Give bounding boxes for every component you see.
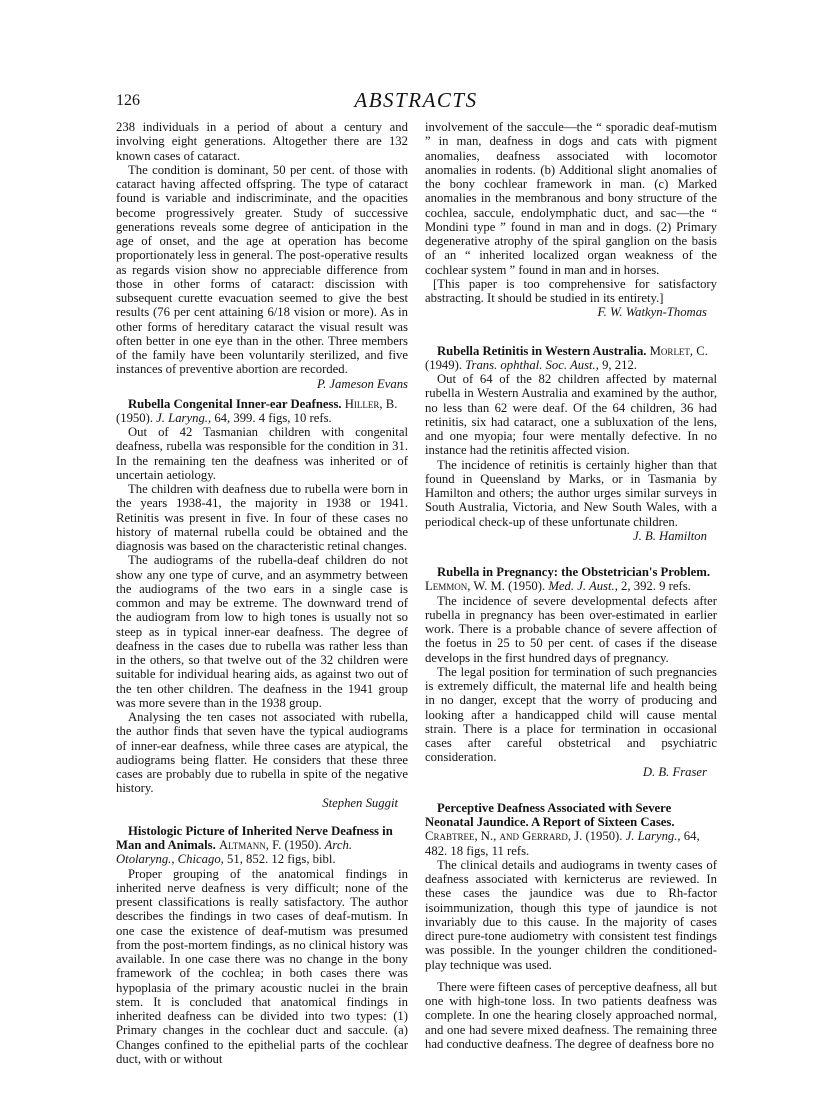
page-header [116, 88, 716, 114]
paragraph: Analysing the ten cases not associated with rubella, the author finds that seven have the typical audiograms of inner-ear deafness, while three cases are atypical, the audiograms being flatter. He considers that these three cases are probably due to rubella in spite of the negative history. [116, 710, 408, 796]
abstract-title [116, 397, 408, 426]
continued-abstract-inherited-nerve-deafness [425, 120, 717, 320]
paragraph: 238 individuals in a period of about a century and involving eight generations. Altogether there are 132 known cases of cataract. [116, 120, 408, 163]
article-citation: 2, 392. 9 refs. [621, 579, 691, 594]
article-title: Rubella Congenital Inner-ear Deafness. [128, 396, 342, 411]
article-author: Lemmon, W. M. [425, 579, 505, 594]
article-author: Hiller, B. [344, 396, 398, 411]
article-title: Perceptive Deafness Associated with Severe Neonatal Jaundice. A Report of Sixteen Cases. [425, 800, 675, 829]
article-title: Histologic Picture of Inherited Nerve Deafness in Man and Animals. [116, 823, 393, 852]
paragraph: The condition is dominant, 50 per cent. of those with cataract having affected offspring. The type of cataract found is variable and indiscriminate, and the opacities become progressively greater. Study of successive generations reveals some degree of anticipation in the age of onset, and the age at operation has become proportionately less in general. The post-operative results as regards vision show no appreciable difference from those in other forms of cataract: discission with subsequent curette evacuation seemed to give the best results (76 per cent attaining 6/18 vision or more). As in other forms of hereditary cataract the visual result was often better in one eye than in the other. Three members of the family have been voluntarily sterilized, and five instances of preventive abortion are recorded. P. Jameson Evans [116, 162, 408, 391]
signature: F. W. Watkyn-Thomas [597, 305, 707, 320]
continued-abstract-cataract [116, 120, 408, 391]
article-citation: 64, 482. 18 figs, 11 refs. [425, 829, 700, 858]
article-journal: J. Laryng., [625, 829, 681, 844]
article-journal: Med. J. Aust., [548, 579, 618, 594]
abstract-rubella-inner-ear-deafness [116, 397, 408, 810]
article-journal: J. Laryng., [156, 410, 212, 425]
paragraph: There were fifteen cases of perceptive deafness, all but one with high-tone loss. In two patients deafness was complete. In one the hearing closely approached normal, and one had severe mixed deafness. The remaining three had conductive deafness. The degree of deafness bore no [425, 979, 717, 1051]
article-citation: 9, 212. [602, 357, 637, 372]
article-title: Rubella Retinitis in Western Australia. [437, 343, 647, 358]
abstract-title [425, 565, 717, 594]
signature: J. B. Hamilton [632, 528, 707, 543]
article-year: (1950). [284, 838, 322, 852]
paragraph: Out of 42 Tasmanian children with congenital deafness, rubella was responsible for the condition in 31. In the remaining ten the deafness was inherited or of uncertain aetiology. [116, 425, 408, 482]
paragraph: The incidence of severe developmental defects after rubella in pregnancy has been over-estimated in earlier work. There is a probable chance of severe affection of the foetus in 25 to 50 per cent. of cases if the disease develops in the first hundred days of pregnancy. [425, 593, 717, 665]
abstract-neonatal-jaundice-deafness [425, 801, 717, 1051]
abstract-rubella-retinitis [425, 344, 717, 544]
article-author: Altmann, F. [218, 838, 282, 852]
article-year: (1950). [116, 410, 153, 425]
abstract-rubella-pregnancy [425, 565, 717, 779]
abstract-title [425, 801, 717, 858]
article-citation: 51, 852. 12 figs, bibl. [227, 852, 336, 867]
article-author: Morlet, C. [649, 343, 708, 358]
abstract-inherited-nerve-deafness [116, 824, 408, 1066]
running-title: ABSTRACTS [354, 88, 478, 112]
page-number: 126 [116, 92, 140, 109]
article-title: Rubella in Pregnancy: the Obstetrician's Problem. [437, 565, 711, 579]
signature: D. B. Fraser [642, 764, 707, 779]
paragraph: The clinical details and audiograms in twenty cases of deafness associated with kernicterus are reviewed. In these cases the jaundice was due to Rh-factor isoimmunization, though this type of jaundice is not invariably due to this cause. In the majority of cases direct pure-tone audiometry with consistent test findings was possible. In the younger children the conditioned-play technique was used. [425, 857, 717, 972]
abstract-title [116, 824, 408, 867]
article-year: (1949). [425, 357, 462, 372]
article-journal: Trans. ophthal. Soc. Aust., [465, 357, 599, 372]
paragraph: The legal position for termination of such pregnancies is extremely difficult, the maternal life and health being in no danger, except that the worry of producing and looking after a handicapped child will cause mental strain. There is a place for termination in occasional cases after careful obstetrical and psychiatric consideration. [425, 664, 717, 765]
paragraph: The audiograms of the rubella-deaf children do not show any one type of curve, and an asymmetry between the audiograms of the two ears in a single case is common and may be extreme. The downward trend of the audiogram from low to high tones is usually not so steep as in typical inner-ear deafness. The degree of deafness in the cases due to rubella was rather less than in the others, so that twelve out of the 32 children were suitable for individual hearing aids, as against two out of the ten other children. The deafness in the 1941 group was more severe than in the 1938 group. [116, 553, 408, 710]
signature: P. Jameson Evans [316, 376, 408, 391]
paragraph: involvement of the saccule—the “ sporadic deaf-mutism ” in man, deafness in dogs and cats with pigment anomalies, deafness associated with locomotor anomalies in rodents. (b) Additional slight anomalies of the bony cochlear framework in man. (c) Marked anomalies in the membranous and bony structure of the cochlea, saccule, endolymphatic duct, and sac—the “ Mondini type ” found in man and in dogs. (2) Primary degenerative atrophy of the spiral ganglion on the basis of an “ inherited localized organ weakness of the cochlear system ” found in man and in horses. [425, 120, 717, 277]
paragraph: The children with deafness due to rubella were born in the years 1938-41, the majority in 1938 or 1941. Retinitis was present in five. In four of these cases no history of maternal rubella could be obtained and the diagnosis was based on the characteristic retinal changes. [116, 482, 408, 553]
abstract-title [425, 344, 717, 373]
paragraph: The incidence of retinitis is certainly higher than that found in Queensland by Marks, or in Tasmania by Hamilton and others; the author urges similar surveys in South Australia, Victoria, and New South Wales, with a periodical check-up of these unfortunate children. [425, 457, 717, 529]
article-year: (1950). [508, 579, 546, 594]
article-year: (1950). [585, 829, 623, 844]
paragraph: Proper grouping of the anatomical findings in inherited nerve deafness is very difficult; none of the present classifications is really satisfactory. The author describes the findings in two cases of deaf-mutism. In one case the existence of deaf-mutism was presumed from the post-mortem findings, as no clinical history was available. In one case there was no change in the bony framework of the cochlea; in both cases there was hypoplasia of the primary acoustic nuclei in the brain stem. It is concluded that anatomical findings in inherited deafness can be divided into two types: (1) Primary changes in the cochlear duct and saccule. (a) Changes confined to the epithelial parts of the cochlear duct, with or without [116, 866, 408, 1066]
signature: Stephen Suggit [322, 795, 398, 810]
article-citation: 64, 399. 4 figs, 10 refs. [214, 410, 332, 425]
paragraph: Out of 64 of the 82 children affected by maternal rubella in Western Australia and examined by the author, no less than 62 were deaf. Of the 64 children, 36 had retinitis, six had cataract, one a subluxation of the lens, and one myopia; four were mentally defective. In no instance had the retinitis affected vision. [425, 372, 717, 458]
article-journal: Arch. Otolaryng., Chicago, [116, 838, 353, 867]
left-column [116, 120, 408, 1066]
editor-note: [This paper is too comprehensive for satisfactory abstracting. It should be studied in its entirety.] [425, 276, 717, 305]
article-author: Crabtree, N., and Gerrard, J. [425, 829, 583, 844]
right-column [425, 120, 717, 1051]
